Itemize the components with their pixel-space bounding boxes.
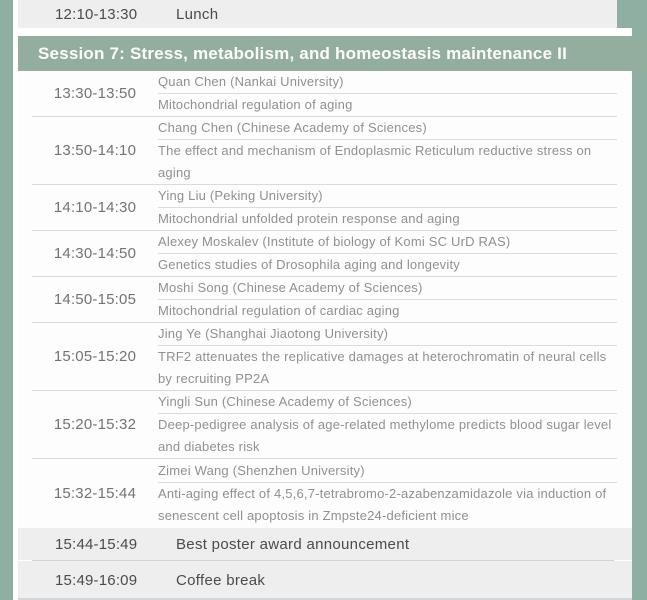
talk-title: Deep-pedigree analysis of age-related methylome predicts blood sugar level and diabetes risk bbox=[158, 417, 612, 454]
talk-content bbox=[158, 117, 617, 184]
poster-award-time: 15:44-15:49 bbox=[55, 535, 138, 553]
talk-content bbox=[158, 323, 617, 390]
talk-speaker: Ying Liu (Peking University) bbox=[158, 185, 617, 208]
table-row bbox=[32, 71, 617, 117]
poster-award-label: Best poster award announcement bbox=[176, 535, 410, 553]
talk-speaker: Quan Chen (Nankai University) bbox=[158, 71, 617, 94]
coffee-break-time: 15:49-16:09 bbox=[55, 572, 138, 589]
left-accent-strip bbox=[0, 0, 13, 600]
top-right-accent-patch bbox=[617, 0, 647, 28]
talk-speaker: Moshi Song (Chinese Academy of Sciences) bbox=[158, 277, 617, 300]
coffee-break-label: Coffee break bbox=[176, 572, 266, 589]
talk-speaker: Zimei Wang (Shenzhen University) bbox=[158, 460, 617, 483]
talk-time: 15:05-15:20 bbox=[53, 348, 137, 365]
talk-time: 15:20-15:32 bbox=[53, 416, 137, 433]
talk-content bbox=[158, 185, 617, 230]
table-row bbox=[32, 185, 617, 231]
talk-time: 13:50-14:10 bbox=[53, 142, 137, 159]
talk-time: 13:30-13:50 bbox=[53, 85, 137, 102]
table-row bbox=[32, 323, 617, 391]
talk-content bbox=[158, 277, 617, 322]
lunch-row bbox=[18, 0, 617, 28]
talk-time: 15:32-15:44 bbox=[53, 484, 137, 502]
poster-award-row bbox=[18, 528, 632, 560]
talk-speaker: Jing Ye (Shanghai Jiaotong University) bbox=[158, 323, 617, 346]
talk-content bbox=[158, 231, 617, 276]
talk-content bbox=[158, 71, 617, 116]
talk-title: Mitochondrial regulation of cardiac aging bbox=[158, 303, 400, 318]
table-row bbox=[32, 277, 617, 323]
talk-title: Mitochondrial regulation of aging bbox=[158, 97, 353, 112]
talk-title: TRF2 attenuates the replicative damages at heterochromatin of neural cells by recruiting PP2A bbox=[158, 349, 607, 386]
right-accent-strip bbox=[632, 0, 647, 600]
coffee-break-row bbox=[18, 561, 632, 600]
talk-title: Genetics studies of Drosophila aging and longevity bbox=[158, 257, 460, 272]
talk-speaker: Yingli Sun (Chinese Academy of Sciences) bbox=[158, 391, 617, 414]
session-title: Session 7: Stress, metabolism, and homeostasis maintenance II bbox=[38, 43, 567, 63]
talk-speaker: Chang Chen (Chinese Academy of Sciences) bbox=[158, 117, 617, 140]
table-row bbox=[32, 391, 617, 459]
talk-time: 14:50-15:05 bbox=[53, 291, 137, 308]
lunch-label: Lunch bbox=[176, 5, 219, 23]
session-header bbox=[18, 36, 647, 71]
talk-title: Mitochondrial unfolded protein response and aging bbox=[158, 211, 460, 226]
talk-time: 14:10-14:30 bbox=[53, 199, 137, 216]
lunch-time: 12:10-13:30 bbox=[55, 5, 138, 23]
talks-table bbox=[18, 71, 632, 527]
table-row bbox=[32, 117, 617, 185]
table-row bbox=[32, 459, 617, 527]
talk-content bbox=[158, 391, 617, 458]
talk-title: The effect and mechanism of Endoplasmic Reticulum reductive stress on aging bbox=[158, 143, 592, 180]
talk-speaker: Alexey Moskalev (Institute of biology of Komi SC UrD RAS) bbox=[158, 231, 617, 254]
table-row bbox=[32, 231, 617, 277]
talk-content bbox=[158, 459, 617, 527]
talk-title: Anti-aging effect of 4,5,6,7-tetrabromo-2-azabenzamidazole via induction of senescent cell apoptosis in Zmpste24-deficient mice bbox=[158, 485, 607, 523]
talk-time: 14:30-14:50 bbox=[53, 245, 137, 262]
